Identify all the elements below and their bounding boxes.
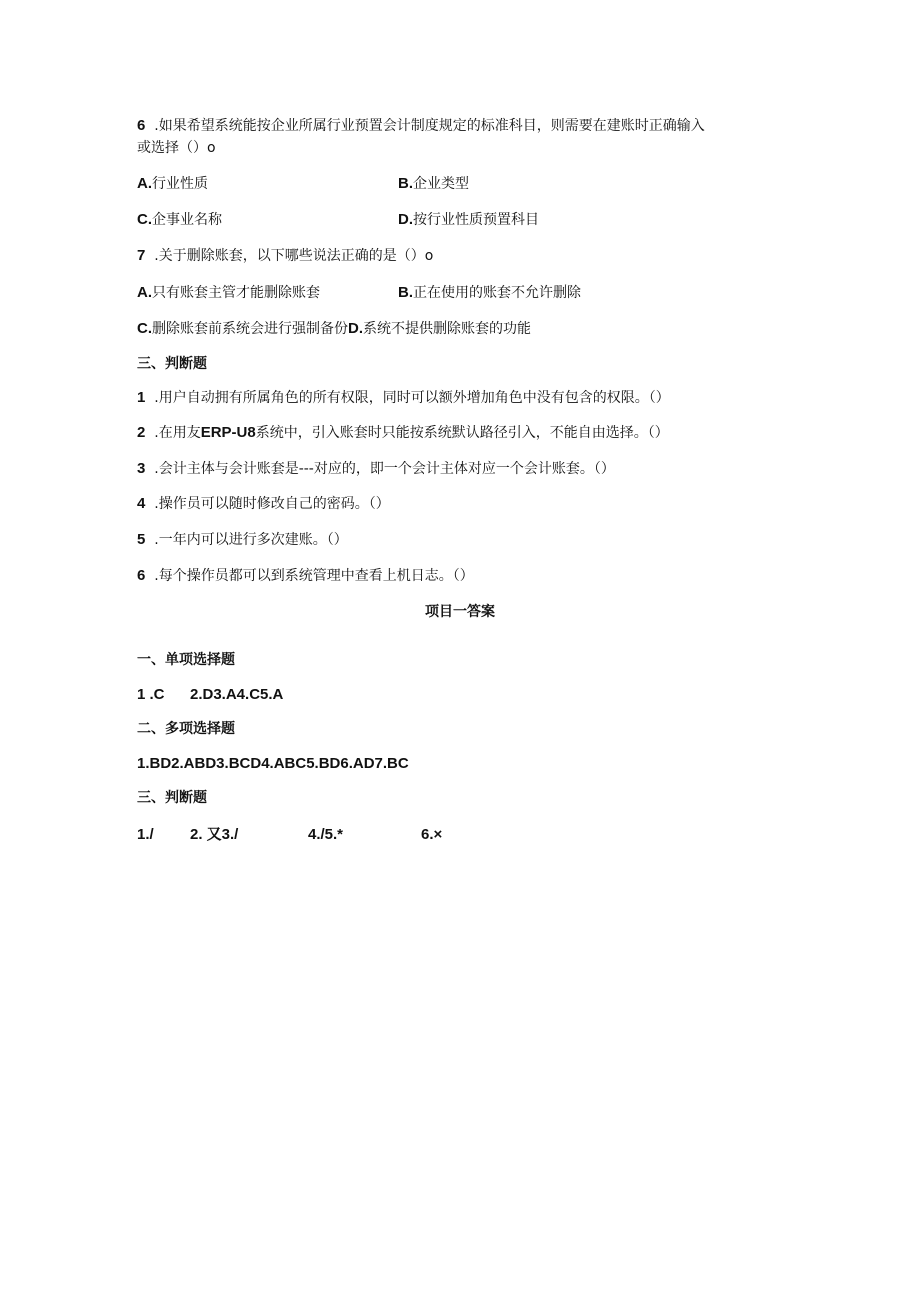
item-text-bold: ERP-U8 xyxy=(200,424,256,441)
option-text: 只有账套主管才能删除账套 xyxy=(152,285,320,301)
option-letter: B. xyxy=(398,284,413,301)
answer-single-b: 2.D3.A4.C5.A xyxy=(190,686,284,703)
option-letter: C. xyxy=(137,211,152,228)
question-6-line1 xyxy=(137,116,705,136)
item-text: .用户自动拥有所属角色的所有权限，同时可以额外增加角色中没有包含的权限。（） xyxy=(154,390,670,406)
q7-option-b xyxy=(398,283,581,303)
answer-judge-2: 2. 又3./ xyxy=(190,826,239,843)
q6-option-a xyxy=(137,174,208,194)
answer-multi: 1.BD2.ABD3.BCD4.ABC5.BD6.AD7.BC xyxy=(137,755,409,772)
option-letter: B. xyxy=(398,175,413,192)
answer-title: 项目一答案 xyxy=(425,604,495,620)
question-7 xyxy=(137,246,433,266)
item-number: 1 xyxy=(137,389,146,406)
answer-judge-heading: 三、判断题 xyxy=(137,790,207,806)
judge-item-1 xyxy=(137,388,670,408)
question-text: .如果希望系统能按企业所属行业预置会计制度规定的标准科目，则需要在建账时正确输入 xyxy=(154,118,705,134)
item-text: .每个操作员都可以到系统管理中查看上机日志。（） xyxy=(154,568,474,584)
answer-single-a: 1 .C xyxy=(137,686,165,703)
item-number: 5 xyxy=(137,531,146,548)
section-heading: 三、判断题 xyxy=(137,356,207,372)
option-text: 正在使用的账套不允许删除 xyxy=(413,285,581,301)
judge-item-3 xyxy=(137,459,615,479)
item-number: 6 xyxy=(137,567,146,584)
option-text: 行业性质 xyxy=(152,176,208,192)
option-letter: C. xyxy=(137,320,152,337)
q6-option-b xyxy=(398,174,469,194)
option-letter: D. xyxy=(398,211,413,228)
item-text: .会计主体与会计账套是---对应的，即一个会计主体对应一个会计账套。（） xyxy=(154,461,615,477)
option-letter: A. xyxy=(137,284,152,301)
judge-item-4 xyxy=(137,494,390,514)
q7-option-a xyxy=(137,283,320,303)
q6-option-c xyxy=(137,210,222,230)
option-text: 系统不提供删除账套的功能 xyxy=(363,321,531,337)
question-number: 7 xyxy=(137,247,146,264)
option-text: 企业类型 xyxy=(413,176,469,192)
item-number: 3 xyxy=(137,460,146,477)
question-6-line2 xyxy=(137,138,216,158)
judge-item-6 xyxy=(137,566,474,586)
item-number: 4 xyxy=(137,495,146,512)
item-text: .在用友 xyxy=(154,425,201,441)
judge-item-2 xyxy=(137,423,669,443)
item-text: .一年内可以进行多次建账。（） xyxy=(154,532,348,548)
answer-judge-1: 1./ xyxy=(137,826,154,843)
item-number: 2 xyxy=(137,424,146,441)
option-text: 删除账套前系统会进行强制备份 xyxy=(152,321,348,337)
item-text: 系统中，引入账套时只能按系统默认路径引入，不能自由选择。（） xyxy=(255,425,669,441)
q7-option-c-d xyxy=(137,319,531,339)
answer-judge-3: 4./5.* xyxy=(308,826,344,843)
option-text: 按行业性质预置科目 xyxy=(413,212,539,228)
q6-option-d xyxy=(398,210,539,230)
answer-judge-4: 6.× xyxy=(421,826,443,843)
question-number: 6 xyxy=(137,117,146,134)
answer-single-heading: 一、单项选择题 xyxy=(137,652,235,668)
option-letter: A. xyxy=(137,175,152,192)
item-text: .操作员可以随时修改自己的密码。（） xyxy=(154,496,390,512)
option-letter: D. xyxy=(348,320,363,337)
answer-multi-heading: 二、多项选择题 xyxy=(137,721,235,737)
question-text: .关于删除账套，以下哪些说法正确的是（）o xyxy=(154,248,434,264)
question-text-cont: 或选择（）o xyxy=(137,140,216,156)
option-text: 企事业名称 xyxy=(152,212,222,228)
judge-item-5 xyxy=(137,530,348,550)
